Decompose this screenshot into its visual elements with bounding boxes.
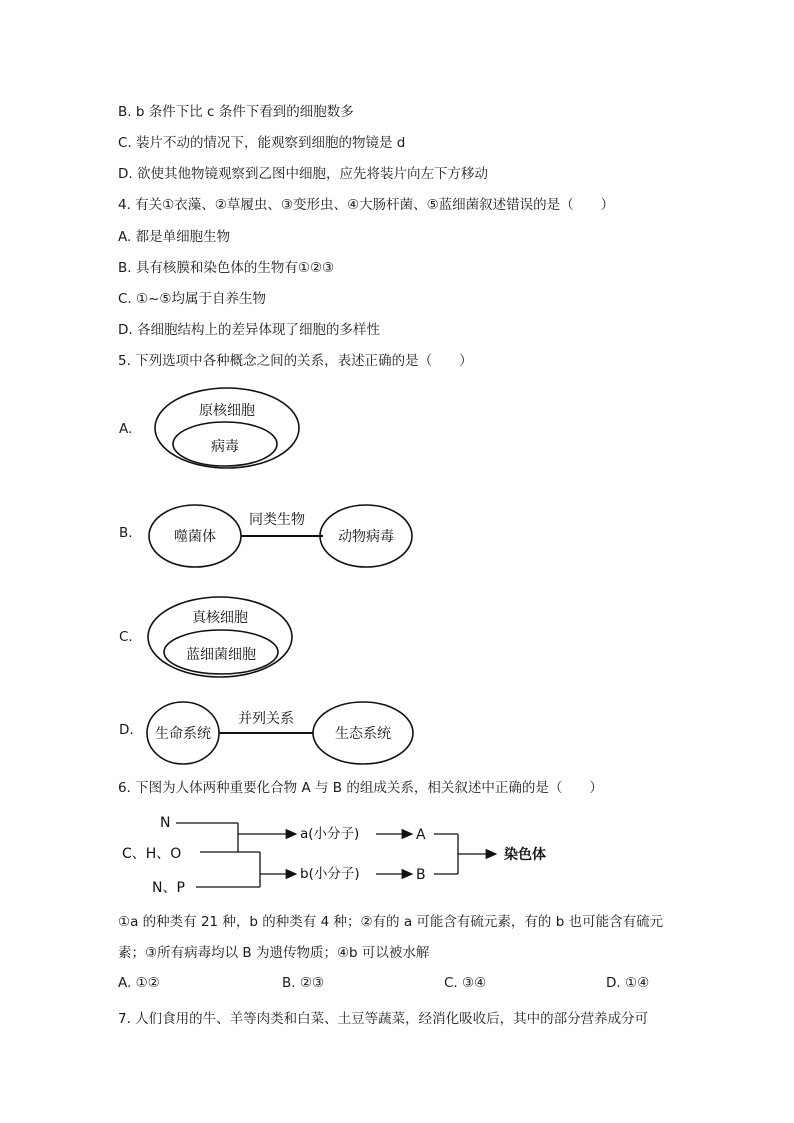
q6-chromosome-label: 染色体 (504, 847, 546, 863)
q5-c-outer-label: 真核细胞 (192, 610, 248, 626)
q5-b-link-label: 同类生物 (249, 512, 305, 528)
q6-B-label: B (416, 867, 426, 883)
q4-option-d: D. 各细胞结构上的差异体现了细胞的多样性 (118, 322, 380, 338)
q3-option-b: B. b 条件下比 c 条件下看到的细胞数多 (118, 104, 354, 120)
q4-stem: 4. 有关①衣藻、②草履虫、③变形虫、④大肠杆菌、⑤蓝细菌叙述错误的是（ ） (118, 197, 615, 213)
q5-b-right-label: 动物病毒 (338, 529, 394, 545)
q6-composition-diagram (118, 808, 568, 903)
q5-option-c-label: C. (119, 629, 133, 645)
q5-b-left-label: 噬菌体 (174, 529, 216, 545)
q6-a-small-label: a(小分子) (300, 826, 360, 842)
q6-choice-b: B. ②③ (282, 975, 325, 991)
q5-diagram-c (143, 593, 298, 683)
q4-option-c: C. ①~⑤均属于自养生物 (118, 291, 267, 307)
q6-A-label: A (416, 827, 426, 843)
q6-n-label: N (160, 815, 171, 831)
q5-stem: 5. 下列选项中各种概念之间的关系，表述正确的是（ ） (118, 353, 473, 369)
q4-option-a: A. 都是单细胞生物 (118, 229, 231, 245)
q4-option-b: B. 具有核膜和染色体的生物有①②③ (118, 260, 335, 276)
q5-diagram-a (150, 384, 306, 474)
q5-a-outer-label: 原核细胞 (199, 403, 255, 419)
q5-diagram-d (143, 697, 423, 769)
q6-statement-line1: ①a 的种类有 21 种，b 的种类有 4 种；②有的 a 可能含有硫元素，有的 b 也可能含有硫元 (118, 914, 664, 930)
q6-cho-label: C、H、O (122, 846, 182, 862)
q5-option-a-label: A. (119, 421, 133, 437)
q5-a-inner-label: 病毒 (211, 439, 239, 455)
q6-np-label: N、P (152, 880, 185, 896)
q3-option-d: D. 欲使其他物镜观察到乙图中细胞，应先将装片向左下方移动 (118, 166, 488, 182)
q7-stem: 7. 人们食用的牛、羊等肉类和白菜、土豆等蔬菜，经消化吸收后，其中的部分营养成分可 (118, 1011, 649, 1027)
q5-diagram-b (145, 500, 420, 572)
q6-stem: 6. 下图为人体两种重要化合物 A 与 B 的组成关系，相关叙述中正确的是（ ） (118, 780, 603, 796)
q3-option-c: C. 装片不动的情况下，能观察到细胞的物镜是 d (118, 135, 406, 151)
q6-choice-a: A. ①② (118, 975, 160, 991)
q5-d-left-label: 生命系统 (155, 726, 211, 742)
q6-choice-c: C. ③④ (444, 975, 487, 991)
q6-statement-line2: 素；③所有病毒均以 B 为遗传物质；④b 可以被水解 (118, 945, 430, 961)
q5-option-d-label: D. (119, 722, 134, 738)
q5-c-inner-label: 蓝细菌细胞 (186, 647, 256, 663)
q6-choice-d: D. ①④ (606, 975, 650, 991)
q6-b-small-label: b(小分子) (300, 866, 360, 882)
q5-d-right-label: 生态系统 (335, 726, 391, 742)
q5-option-b-label: B. (119, 525, 133, 541)
q5-d-link-label: 并列关系 (238, 711, 294, 727)
